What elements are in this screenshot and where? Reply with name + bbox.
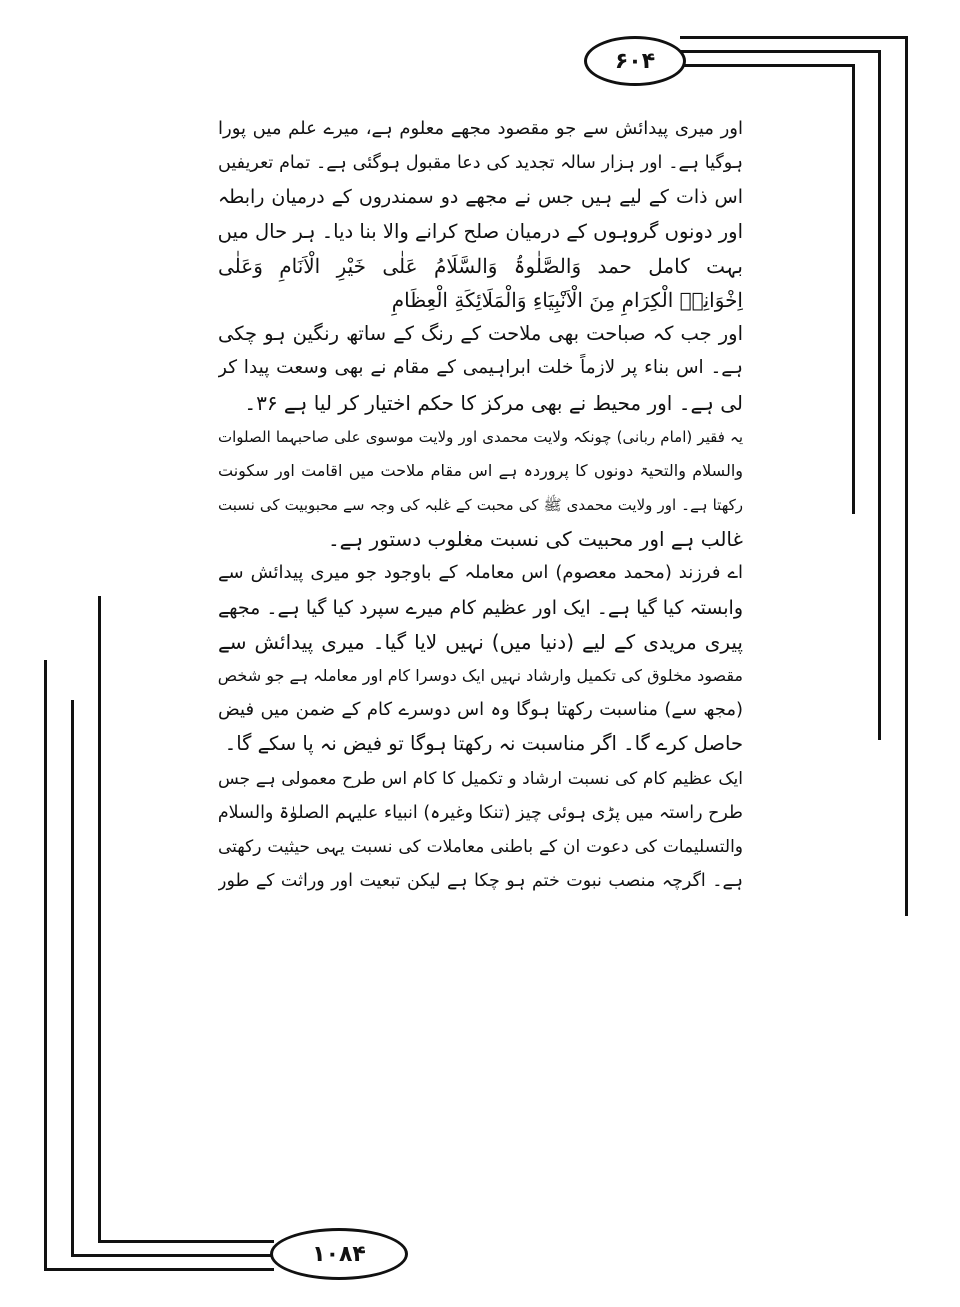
text-line: طرح راستہ میں پڑی ہوئی چیز (تنکا وغیرہ) انبیاء علیہم الصلوٰۃ والسلام — [218, 802, 743, 823]
frame-bottom-line-inner — [71, 1254, 274, 1257]
frame-bottom-line-3 — [98, 1240, 274, 1243]
text-line: اے فرزند (محمد معصوم) اس معاملہ کے باوجود جو میری پیدائش سے — [218, 562, 743, 584]
frame-right-line-outer — [905, 36, 908, 916]
text-line: والتسلیمات کی دعوت ان کے باطنی معاملات کی نسبت یہی حیثیت رکھتی — [218, 836, 743, 857]
text-line: غالب ہے اور محبیت کی نسبت مغلوب دستور ہے۔ — [327, 527, 743, 552]
bottom-page-number: ۱۰۸۴ — [270, 1228, 408, 1280]
text-line: یہ فقیر (امام ربانی) چونکہ ولایت محمدی اور ولایت موسوی علی صاحبہما الصلوات — [218, 427, 743, 446]
text-line: ہے۔ اس بناء پر لازماً خلت ابراہیمی کے مقام نے بھی وسعت پیدا کر — [218, 357, 743, 379]
text-line: اور جب کہ صباحت بھی ملاحت کے رنگ کے ساتھ رنگین ہو چکی — [218, 322, 743, 346]
text-line: حاصل کرے گا۔ اگر مناسبت نہ رکھتا ہوگا تو فیض نہ پا سکے گا۔ — [224, 732, 743, 756]
top-page-number: ۶۰۴ — [584, 36, 686, 86]
frame-left-line-inner — [71, 700, 74, 1254]
page-body-text — [218, 112, 743, 1172]
text-line: (مجھ سے) مناسبت رکھتا ہوگا وہ اس دوسرے کام کے ضمن میں فیض — [218, 699, 743, 721]
text-line: ایک عظیم کام کی نسبت ارشاد و تکمیل کا کام اس طرح معمولی ہے جس — [218, 768, 743, 789]
text-line: اور دونوں گروہوں کے درمیان صلح کرانے والا بنا دیا۔ ہر حال میں — [218, 219, 743, 243]
frame-top-line-outer — [680, 36, 907, 39]
text-line: بہت کامل حمد وَالصَّلٰوۃُ وَالسَّلَامُ عَلٰی خَیْرِ الْاَنَامِ وَعَلٰی — [218, 253, 743, 278]
text-line: اور میری پیدائش سے جو مقصود مجھے معلوم ہے، میرے علم میں پورا — [218, 118, 743, 139]
frame-right-line-inner — [878, 50, 881, 740]
frame-right-line-3 — [852, 64, 855, 514]
text-line: اس ذات کے لیے ہیں جس نے مجھے دو سمندروں کے درمیان رابطہ — [218, 186, 743, 209]
text-line: لی ہے۔ اور محیط نے بھی مرکز کا حکم اختیار کر لیا ہے ۳۶۔ — [244, 390, 743, 415]
frame-top-line-inner — [680, 50, 880, 53]
text-line: اِخْوَانِهٖ الْكِرَامِ مِنَ الْاَنْبِیَاءِ وَالْمَلَائِكَةِ الْعِظَامِ — [391, 287, 743, 312]
text-line: وابستہ کیا گیا ہے۔ ایک اور عظیم کام میرے سپرد کیا گیا ہے۔ مجھے — [218, 596, 743, 619]
text-line: والسلام والتحیۃ دونوں کا پروردہ ہے اس مقام ملاحت میں اقامت اور سکونت — [218, 460, 743, 480]
text-line: مقصود مخلوق کی تکمیل وارشاد نہیں ایک دوسرا کام اور معاملہ ہے جو شخص — [218, 666, 743, 685]
frame-top-line-3 — [680, 64, 854, 67]
frame-left-line-3 — [98, 596, 101, 1240]
text-line: ہوگیا ہے۔ اور ہزار سالہ تجدید کی دعا مقبول ہوگئی ہے۔ تمام تعریفیں — [218, 153, 743, 174]
text-line: رکھتا ہے۔ اور ولایت محمدی ﷺ کی محبت کے غلبہ کی وجہ سے محبوبیت کی نسبت — [218, 496, 743, 515]
text-line: پیری مریدی کے لیے (دنیا میں) نہیں لایا گیا۔ میری پیدائش سے — [218, 629, 743, 654]
frame-bottom-line-outer — [44, 1268, 274, 1271]
text-line: ہے۔ اگرچہ منصب نبوت ختم ہو چکا ہے لیکن تبعیت اور وراثت کے طور — [218, 871, 743, 892]
frame-left-line-outer — [44, 660, 47, 1270]
